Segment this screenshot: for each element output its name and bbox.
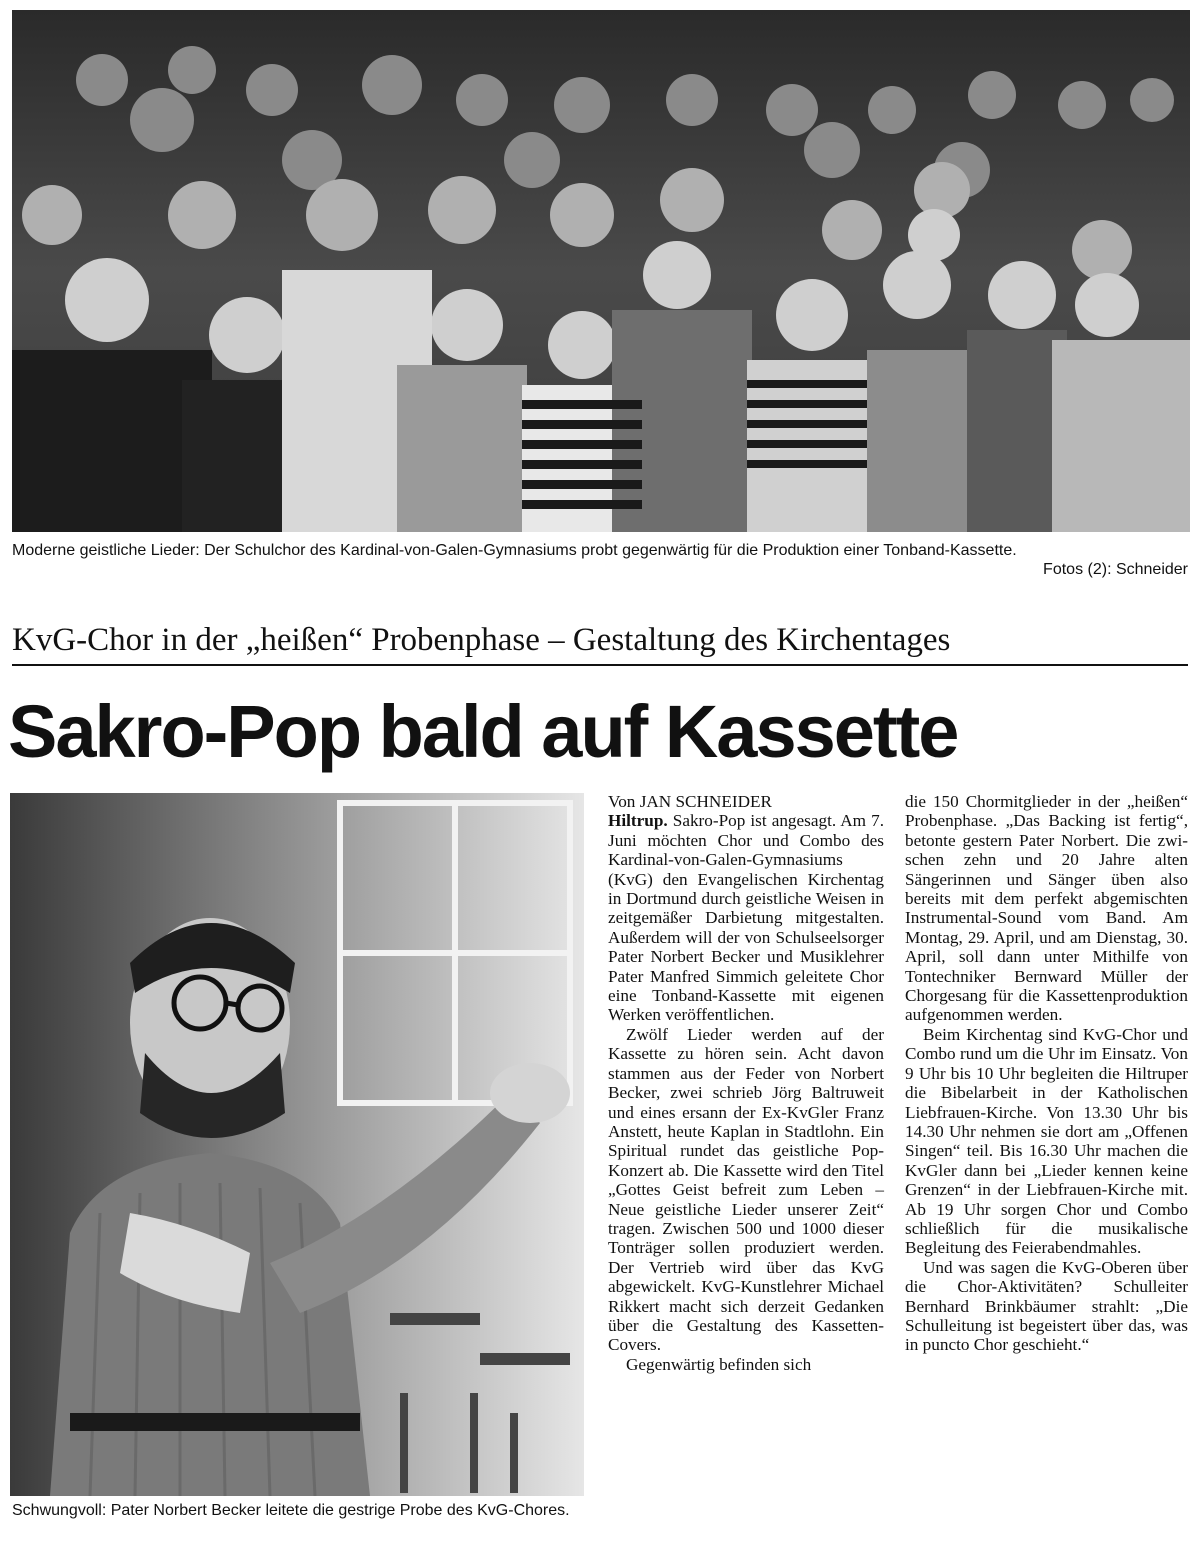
choir-photo-image [12, 10, 1190, 532]
photo-credit: Fotos (2): Schneider [1043, 561, 1188, 578]
article-headline: Sakro-Pop bald auf Kassette [8, 690, 958, 773]
choir-photo [12, 10, 1190, 532]
kicker-divider [12, 664, 1188, 666]
paragraph-text: Sakro-Pop ist angesagt. Am 7. Juni möchten Chor und Combo des Kardinal-von-Galen-Gymnasiums (KvG) den Evangelischen Kirchentag in Dortmund durch geistliche Weisen in zeitgemäßer Darbietung mitgestalten. Außerdem will der von Schulseelsorger Pater Norbert Becker und Musiklehrer Pater Manfred Simmich geleitete Chor eine Tonband-Kassette mit eigenen Werken veröffentlichen. [608, 811, 884, 1025]
article-column-2 [905, 792, 1188, 1355]
conductor-photo-caption: Schwungvoll: Pater Norbert Becker leitete die gestrige Probe des KvG-Chores. [12, 1502, 570, 1519]
paragraph: Beim Kirchentag sind KvG-Chor und Combo rund um die Uhr im Einsatz. Von 9 Uhr bis 10 Uhr begleiten die Hiltruper die Bibelarbeit in der Katholischen Liebfrauen-Kirche. Von 13.30 Uhr bis 14.30 Uhr nehmen sie dort am „Offenen Singen“ teil. Bis 16.30 Uhr machen die KvGler dann bei „Lieder kennen keine Grenzen“ in der Liebfrauen-Kirche mit. Ab 19 Uhr sorgen Chor und Combo schließlich für die musikalische Begleitung des Feierabendmahles. [905, 1024, 1188, 1258]
dateline: Hiltrup. [608, 811, 668, 831]
paragraph: Und was sagen die KvG-Oberen über die Chor-Aktivitäten? Schulleiter Bernhard Brinkbäumer strahlt: „Die Schulleitung ist begeistert über das, was in puncto Chor geschieht.“ [905, 1257, 1188, 1355]
paragraph [608, 811, 884, 1024]
paragraph: Gegenwärtig befinden sich [626, 1354, 812, 1374]
conductor-photo-image [10, 793, 584, 1496]
paragraph: Zwölf Lieder werden auf der Kassette zu hören sein. Acht davon stammen aus der Feder von Norbert Becker, zwei schrieb Jörg Baltruweit und eines ersann der Ex-KvGler Franz Anstett, heute Kaplan in Stadtlohn. Ein Spiritual rundet das geistliche Pop-Konzert ab. Die Kassette wird den Titel „Gottes Geist befreit zum Leben – Neue geistliche Lieder unserer Zeit“ tragen. Zwischen 500 und 1000 dieser Tonträger sollen produziert werden. Der Vertrieb wird über das KvG abgewickelt. KvG-Kunstlehrer Michael Rikkert macht sich derzeit Gedanken über die Gestaltung des Kassetten-Covers. [608, 1024, 884, 1355]
byline [608, 792, 884, 811]
byline-author: JAN SCHNEIDER [639, 792, 772, 811]
article-column-1 [608, 792, 884, 1374]
article-kicker: KvG-Chor in der „heißen“ Probenphase – Gestaltung des Kirchentages [12, 622, 951, 658]
conductor-photo [10, 793, 584, 1496]
byline-prefix: Von [608, 792, 636, 811]
choir-photo-caption: Moderne geistliche Lieder: Der Schulchor des Kardinal-von-Galen-Gymnasiums probt gegenwärtig für die Produktion einer Tonband-Kassette. [12, 542, 1017, 559]
paragraph: die 150 Chormitglieder in der „heißen“ Probenphase. „Das Backing ist fertig“, betonte gestern Pater Norbert. Die zwischen zehn und 20 Jahre alten Sängerinnen und Sänger üben also bereits mit dem perfekt abgemischten Instrumental-Sound vom Band. Am Montag, 29. April, und am Dienstag, 30. April, soll dann unter Mithilfe von Tontechniker Bernward Müller der Chorgesang für die Kassettenproduktion aufgenommen werden. [905, 792, 1188, 1025]
